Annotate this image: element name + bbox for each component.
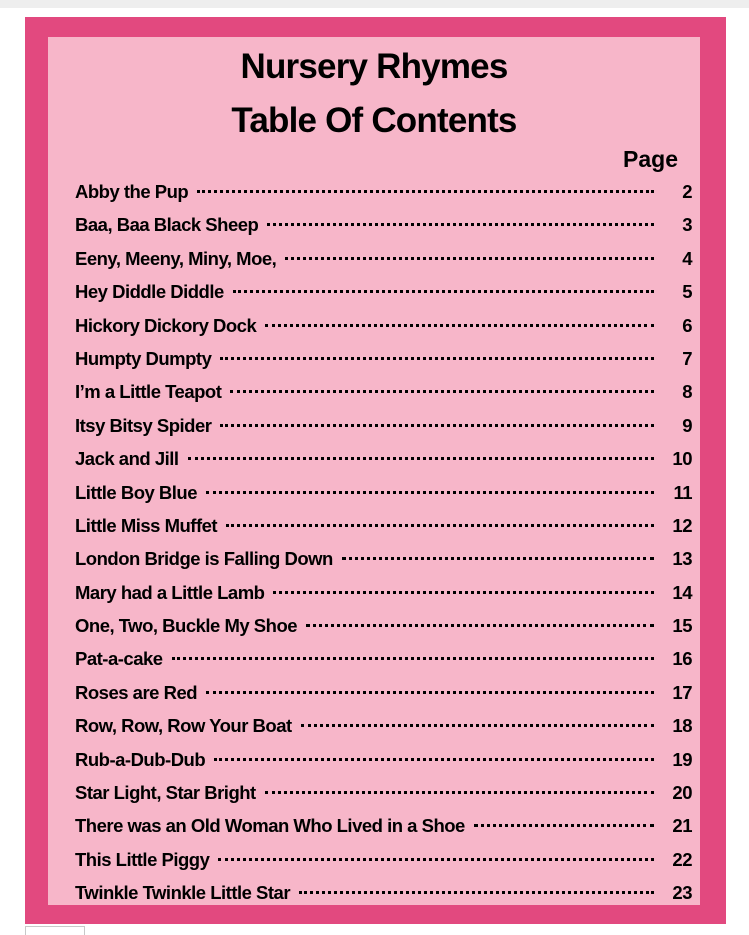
toc-entry-title: Baa, Baa Black Sheep [75, 214, 259, 236]
toc-entry [75, 476, 692, 509]
toc-entry-title: Itsy Bitsy Spider [75, 414, 212, 436]
dot-leader [273, 591, 654, 594]
toc-entry [75, 375, 692, 408]
toc-entry [75, 642, 692, 675]
viewer-top-strip [0, 0, 749, 8]
toc-entry [75, 709, 692, 742]
toc-entry [75, 208, 692, 241]
toc-entry-title: Hickory Dickory Dock [75, 314, 257, 336]
toc-entry-page: 18 [672, 715, 692, 737]
toc-entry-title: I’m a Little Teapot [75, 381, 222, 403]
page-column-header: Page [623, 146, 678, 172]
dot-leader [299, 891, 654, 894]
toc-entry-page: 9 [682, 414, 692, 436]
toc-entry-page: 16 [672, 648, 692, 670]
dot-leader [220, 357, 654, 360]
dot-leader [267, 223, 654, 226]
toc-entry [75, 542, 692, 575]
dot-leader [226, 524, 654, 527]
dot-leader [206, 691, 654, 694]
toc-entry-title: Hey Diddle Diddle [75, 281, 224, 303]
toc-entry-title: Pat-a-cake [75, 648, 163, 670]
toc-entry-page: 14 [672, 581, 692, 603]
toc-entry-title: Roses are Red [75, 681, 198, 703]
contents-panel [48, 37, 700, 905]
dot-leader [197, 190, 654, 193]
dot-leader [218, 858, 654, 861]
dot-leader [301, 724, 654, 727]
toc-entry-page: 17 [672, 681, 692, 703]
toc-entry-page: 15 [672, 615, 692, 637]
toc-entry [75, 275, 692, 308]
dot-leader [265, 791, 654, 794]
toc-entry-title: Row, Row, Row Your Boat [75, 715, 292, 737]
toc-entry-title: London Bridge is Falling Down [75, 548, 333, 570]
toc-entry [75, 876, 692, 909]
toc-entry [75, 175, 692, 208]
dot-leader [342, 557, 654, 560]
toc-entry-page: 19 [672, 748, 692, 770]
toc-entry-page: 2 [682, 181, 692, 202]
toc-entry-page: 4 [682, 247, 692, 269]
toc-entry [75, 743, 692, 776]
dot-leader [230, 390, 654, 393]
toc-entry [75, 509, 692, 542]
toc-entry [75, 409, 692, 442]
toc-entry-title: Mary had a Little Lamb [75, 581, 265, 603]
toc-entry-page: 3 [682, 214, 692, 236]
toc-entry-title: Jack and Jill [75, 448, 179, 470]
toc-entry-page: 21 [672, 815, 692, 837]
toc-entry-page: 7 [682, 347, 692, 369]
toc-entry-title: One, Two, Buckle My Shoe [75, 615, 298, 637]
page-title: Nursery Rhymes [240, 47, 508, 86]
toc-entry-title: There was an Old Woman Who Lived in a Shoe [75, 815, 465, 837]
toc-entry-page: 22 [672, 848, 692, 870]
toc-entry [75, 442, 692, 475]
toc-entry-page: 10 [672, 448, 692, 470]
toc-entry [75, 309, 692, 342]
toc-entry-page: 12 [672, 514, 692, 536]
dot-leader [214, 758, 654, 761]
toc-entry-title: Twinkle Twinkle Little Star [75, 882, 291, 904]
toc-entry-page: 5 [682, 281, 692, 303]
toc-entry [75, 809, 692, 842]
dot-leader [306, 624, 654, 627]
toc-entry-title: Humpty Dumpty [75, 347, 212, 369]
toc-entry-page: 20 [672, 782, 692, 804]
toc-entry-title: Abby the Pup [75, 181, 189, 202]
toc-entry-title: Rub-a-Dub-Dub [75, 748, 206, 770]
toc-entry-title: Eeny, Meeny, Miny, Moe, [75, 247, 277, 269]
toc-entry [75, 776, 692, 809]
toc-entry-page: 11 [673, 481, 692, 503]
dot-leader [285, 257, 654, 260]
toc-entry [75, 609, 692, 642]
dot-leader [474, 824, 654, 827]
toc-entry-title: Star Light, Star Bright [75, 782, 256, 804]
toc-entry-page: 23 [672, 882, 692, 904]
toc-entry-page: 13 [672, 548, 692, 570]
toc-entry-title: This Little Piggy [75, 848, 210, 870]
dot-leader [220, 424, 654, 427]
toc-entry [75, 676, 692, 709]
toc-list [75, 175, 692, 910]
toc-entry [75, 242, 692, 275]
toc-entry-page: 6 [682, 314, 692, 336]
dot-leader [265, 324, 654, 327]
toc-entry-title: Little Boy Blue [75, 481, 198, 503]
toc-entry [75, 342, 692, 375]
dot-leader [188, 457, 654, 460]
dot-leader [172, 657, 654, 660]
toc-entry-title: Little Miss Muffet [75, 514, 218, 536]
toc-entry [75, 576, 692, 609]
dot-leader [206, 491, 654, 494]
dot-leader [233, 290, 654, 293]
page-subtitle: Table Of Contents [231, 101, 517, 140]
toc-entry-page: 8 [682, 381, 692, 403]
toc-entry [75, 843, 692, 876]
